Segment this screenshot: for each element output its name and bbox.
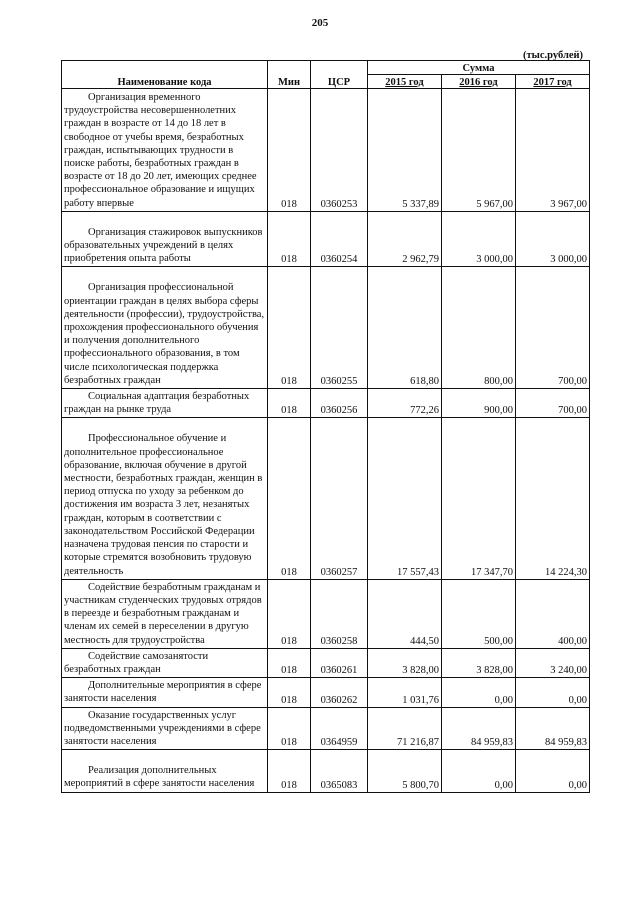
row-name: Организация временного трудоустройства несовершеннолетних граждан в возрасте от 14 до 18 лет в свободное от учебы время, безработных граждан, испытывающих трудности в поиске работы, безработных граждан в возрасте от 18 до 20 лет, имеющих среднее профессиональное образование и ищущих работу впервые <box>62 89 268 212</box>
table-row <box>62 648 590 677</box>
row-min: 018 <box>268 418 311 579</box>
row-2015: 444,50 <box>368 579 442 648</box>
row-2016: 3 000,00 <box>442 211 516 267</box>
table-row <box>62 418 590 579</box>
table-row <box>62 89 590 212</box>
row-min: 018 <box>268 89 311 212</box>
row-2015: 5 800,70 <box>368 750 442 792</box>
row-min: 018 <box>268 579 311 648</box>
row-2015: 5 337,89 <box>368 89 442 212</box>
row-2015: 3 828,00 <box>368 648 442 677</box>
table-row <box>62 389 590 418</box>
header-csr: ЦСР <box>311 61 368 89</box>
row-min: 018 <box>268 389 311 418</box>
row-csr: 0360256 <box>311 389 368 418</box>
row-csr: 0360261 <box>311 648 368 677</box>
row-2016: 900,00 <box>442 389 516 418</box>
row-2015: 17 557,43 <box>368 418 442 579</box>
row-2017: 0,00 <box>516 678 590 707</box>
row-min: 018 <box>268 678 311 707</box>
row-2017: 700,00 <box>516 389 590 418</box>
row-csr: 0360253 <box>311 89 368 212</box>
row-csr: 0360257 <box>311 418 368 579</box>
row-2017: 3 000,00 <box>516 211 590 267</box>
header-min: Мин <box>268 61 311 89</box>
table-row <box>62 267 590 389</box>
row-2016: 0,00 <box>442 750 516 792</box>
row-csr: 0364959 <box>311 707 368 750</box>
row-2017: 0,00 <box>516 750 590 792</box>
row-min: 018 <box>268 648 311 677</box>
row-2015: 2 962,79 <box>368 211 442 267</box>
row-name: Профессиональное обучение и дополнительное профессиональное образование, включая обучение в другой местности, безработных граждан, женщин в период отпуска по уходу за ребенком до достижения им возраста 3 лет, незанятых граждан, которым в соответствии с законодательством Российской Федерации назначена трудовая пенсия по старости и которые стремятся возобновить трудовую деятельность <box>62 418 268 579</box>
table-row <box>62 750 590 792</box>
table-row <box>62 707 590 750</box>
row-2015: 71 216,87 <box>368 707 442 750</box>
row-csr: 0360255 <box>311 267 368 389</box>
row-min: 018 <box>268 750 311 792</box>
row-2017: 700,00 <box>516 267 590 389</box>
row-name: Оказание государственных услуг подведомственными учреждениями в сфере занятости населения <box>62 707 268 750</box>
row-2016: 500,00 <box>442 579 516 648</box>
budget-table <box>61 60 590 793</box>
row-2017: 3 240,00 <box>516 648 590 677</box>
table-header-row <box>62 61 590 75</box>
row-2016: 3 828,00 <box>442 648 516 677</box>
row-2017: 14 224,30 <box>516 418 590 579</box>
header-year-2016: 2016 год <box>442 75 516 89</box>
row-2016: 84 959,83 <box>442 707 516 750</box>
row-2015: 618,80 <box>368 267 442 389</box>
header-name: Наименование кода <box>62 61 268 89</box>
row-name: Реализация дополнительных мероприятий в сфере занятости населения <box>62 750 268 792</box>
row-name: Социальная адаптация безработных граждан на рынке труда <box>62 389 268 418</box>
table-row <box>62 579 590 648</box>
row-csr: 0365083 <box>311 750 368 792</box>
row-min: 018 <box>268 211 311 267</box>
row-min: 018 <box>268 707 311 750</box>
row-2017: 84 959,83 <box>516 707 590 750</box>
row-name: Дополнительные мероприятия в сфере занятости населения <box>62 678 268 707</box>
table-row <box>62 211 590 267</box>
row-2015: 772,26 <box>368 389 442 418</box>
table-row <box>62 678 590 707</box>
row-name: Организация стажировок выпускников образовательных учреждений в целях приобретения опыта работы <box>62 211 268 267</box>
row-csr: 0360258 <box>311 579 368 648</box>
row-name: Содействие самозанятости безработных граждан <box>62 648 268 677</box>
row-csr: 0360262 <box>311 678 368 707</box>
row-name: Содействие безработным гражданам и участникам студенческих трудовых отрядов в переезде и безработным гражданам и членам их семей в переселении в другую местность для трудоустройства <box>62 579 268 648</box>
header-sum: Сумма <box>368 61 590 75</box>
row-2017: 3 967,00 <box>516 89 590 212</box>
row-2016: 17 347,70 <box>442 418 516 579</box>
units-label: (тыс.рублей) <box>523 50 584 61</box>
page-number: 205 <box>311 17 329 29</box>
row-csr: 0360254 <box>311 211 368 267</box>
row-name: Организация профессиональной ориентации граждан в целях выбора сферы деятельности (профессии), трудоустройства, прохождения профессионального обучения и получения дополнительного профессионального образования, в том числе психологическая поддержка безработных граждан <box>62 267 268 389</box>
header-year-2017: 2017 год <box>516 75 590 89</box>
row-2016: 5 967,00 <box>442 89 516 212</box>
row-2016: 800,00 <box>442 267 516 389</box>
header-year-2015: 2015 год <box>368 75 442 89</box>
row-2016: 0,00 <box>442 678 516 707</box>
row-2017: 400,00 <box>516 579 590 648</box>
row-2015: 1 031,76 <box>368 678 442 707</box>
row-min: 018 <box>268 267 311 389</box>
